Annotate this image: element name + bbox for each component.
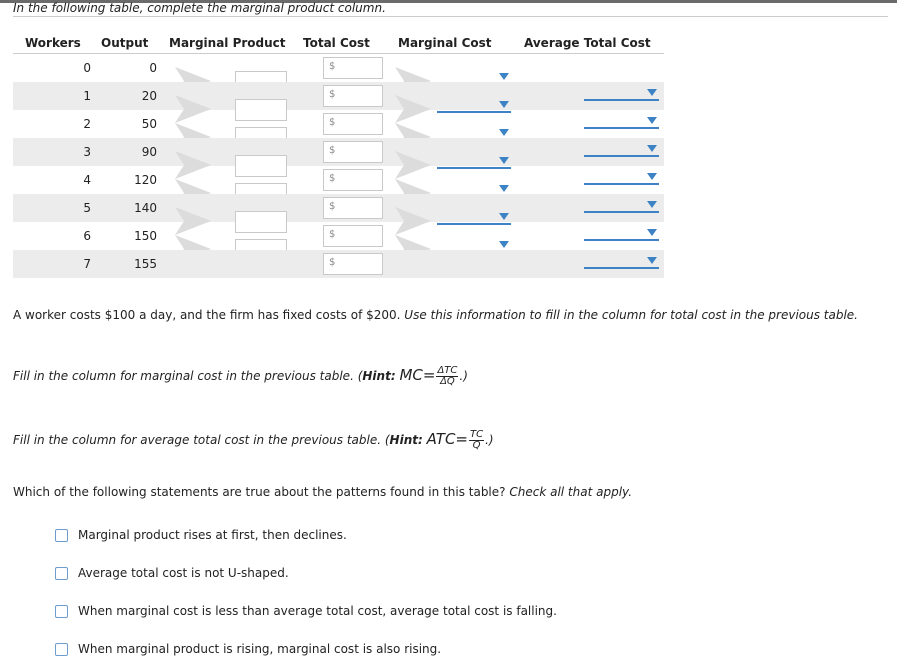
q3-eq: =	[422, 366, 436, 384]
output-cell: 150	[134, 229, 157, 243]
workers-cell: 7	[83, 257, 91, 271]
average-total-cost-dropdown[interactable]	[584, 169, 659, 185]
q4-lhs: ATC	[426, 430, 456, 448]
workers-cell: 6	[83, 229, 91, 243]
dollar-sign: $	[329, 229, 336, 240]
total-cost-input[interactable]	[323, 197, 383, 219]
dollar-sign: $	[329, 257, 336, 268]
workers-cell: 4	[83, 173, 91, 187]
q2-instruction: Use this information to fill in the column for total cost in the previous table.	[404, 308, 858, 322]
caret-down-icon	[647, 257, 657, 264]
total-cost-input[interactable]	[323, 57, 383, 79]
total-cost-input[interactable]	[323, 169, 383, 191]
average-total-cost-dropdown[interactable]	[584, 253, 659, 269]
cost-table	[13, 33, 664, 279]
header-output: Output	[101, 36, 149, 50]
q4-paragraph	[13, 430, 494, 451]
total-cost-input[interactable]	[323, 253, 383, 275]
output-cell: 120	[134, 173, 157, 187]
workers-cell: 5	[83, 201, 91, 215]
option-1-label: Marginal product rises at first, then declines.	[78, 528, 347, 542]
caret-down-icon	[499, 73, 509, 80]
dollar-sign: $	[329, 61, 336, 72]
q3-fraction	[436, 366, 458, 387]
caret-down-icon	[499, 185, 509, 192]
table-row	[13, 250, 664, 278]
q4-numerator: TC	[470, 429, 484, 440]
header-marginal-product: Marginal Product	[169, 36, 286, 50]
q5-instruction: Check all that apply.	[509, 485, 633, 499]
table-row	[13, 54, 664, 82]
q3-hint: Hint:	[362, 369, 396, 383]
output-cell: 155	[134, 257, 157, 271]
table-row	[13, 166, 664, 194]
output-cell: 0	[149, 61, 157, 75]
table-row	[13, 138, 664, 166]
caret-down-icon	[499, 241, 509, 248]
header-total-cost: Total Cost	[303, 36, 370, 50]
average-total-cost-dropdown[interactable]	[584, 85, 659, 101]
divider	[13, 16, 888, 17]
header-workers: Workers	[25, 36, 81, 50]
average-total-cost-dropdown[interactable]	[584, 141, 659, 157]
q4-fraction	[469, 430, 484, 451]
average-total-cost-dropdown[interactable]	[584, 225, 659, 241]
table-row	[13, 110, 664, 138]
option-2-label: Average total cost is not U-shaped.	[78, 566, 289, 580]
q4-tail: .)	[485, 433, 494, 447]
option-3-checkbox[interactable]	[55, 605, 68, 618]
option-4-checkbox[interactable]	[55, 643, 68, 656]
header-average-total-cost: Average Total Cost	[524, 36, 651, 50]
output-cell: 20	[141, 89, 157, 103]
output-cell: 50	[141, 117, 157, 131]
caret-down-icon	[647, 173, 657, 180]
q5-paragraph	[13, 485, 632, 499]
caret-down-icon	[499, 129, 509, 136]
q3-paragraph	[13, 366, 468, 387]
workers-cell: 3	[83, 145, 91, 159]
option-1-checkbox[interactable]	[55, 529, 68, 542]
dollar-sign: $	[329, 173, 336, 184]
q4-eq: =	[455, 430, 468, 448]
q2-text: A worker costs $100 a day, and the firm has fixed costs of $200.	[13, 308, 401, 322]
total-cost-input[interactable]	[323, 85, 383, 107]
table-row	[13, 222, 664, 250]
caret-down-icon	[499, 213, 509, 220]
total-cost-input[interactable]	[323, 141, 383, 163]
workers-cell: 1	[83, 89, 91, 103]
total-cost-input[interactable]	[323, 113, 383, 135]
dollar-sign: $	[329, 201, 336, 212]
workers-cell: 0	[83, 61, 91, 75]
output-cell: 140	[134, 201, 157, 215]
option-2-checkbox[interactable]	[55, 567, 68, 580]
table-row	[13, 82, 664, 110]
average-total-cost-dropdown[interactable]	[584, 113, 659, 129]
q3-numerator: ΔTC	[437, 365, 458, 376]
header-marginal-cost: Marginal Cost	[398, 36, 492, 50]
caret-down-icon	[499, 157, 509, 164]
caret-down-icon	[647, 89, 657, 96]
q4-denominator: Q	[472, 440, 481, 451]
caret-down-icon	[499, 101, 509, 108]
average-total-cost-dropdown[interactable]	[584, 197, 659, 213]
caret-down-icon	[647, 145, 657, 152]
option-3-label: When marginal cost is less than average total cost, average total cost is falling.	[78, 604, 557, 618]
option-4-label: When marginal product is rising, marginal cost is also rising.	[78, 642, 442, 656]
q3-tail: .)	[459, 369, 468, 383]
q2-paragraph	[13, 308, 858, 322]
q3-text: Fill in the column for marginal cost in the previous table. (	[13, 369, 363, 383]
workers-cell: 2	[83, 117, 91, 131]
dollar-sign: $	[329, 145, 336, 156]
q4-hint: Hint:	[389, 433, 423, 447]
dollar-sign: $	[329, 89, 336, 100]
caret-down-icon	[647, 229, 657, 236]
q3-lhs: MC	[399, 366, 423, 384]
q3-denominator: ΔQ	[440, 376, 455, 387]
caret-down-icon	[647, 117, 657, 124]
intro-text: In the following table, complete the marginal product column.	[13, 1, 386, 15]
dollar-sign: $	[329, 117, 336, 128]
table-row	[13, 194, 664, 222]
total-cost-input[interactable]	[323, 225, 383, 247]
q4-text: Fill in the column for average total cost in the previous table. (	[13, 433, 390, 447]
caret-down-icon	[647, 201, 657, 208]
output-cell: 90	[141, 145, 157, 159]
q5-text: Which of the following statements are true about the patterns found in this table?	[13, 485, 506, 499]
